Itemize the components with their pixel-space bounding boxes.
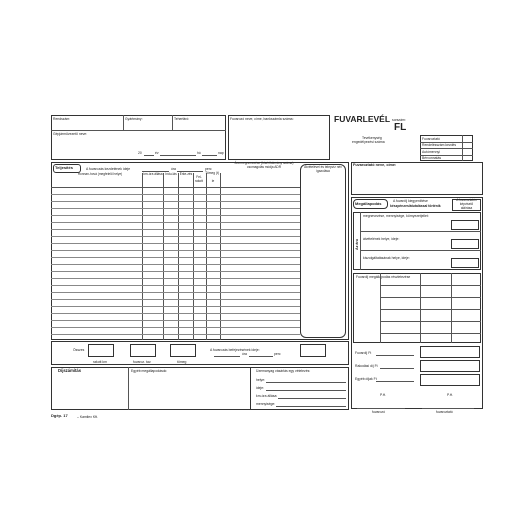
table-row-line <box>51 236 300 237</box>
table-row-line <box>51 215 300 216</box>
table-row-line <box>51 229 300 230</box>
ft-box <box>420 346 480 358</box>
col-atvevo: Átvételével és telepvíz név igazolása <box>304 165 342 173</box>
uzem-km: km-óra állása: <box>256 394 278 398</box>
table-row-line <box>51 194 300 195</box>
table-row-line <box>51 250 300 251</box>
az-aru-label: Az áru <box>355 239 359 250</box>
col-le: le <box>211 179 215 183</box>
table-row-line <box>51 306 300 307</box>
keszpenz-text: készpénzes/átutalással történik <box>390 204 441 208</box>
small-field <box>451 258 479 268</box>
gepjarmuvezeto-label: Gépjárművezető neve: <box>53 132 88 136</box>
fuvaroztato-label: Fuvaroztató neve, címe: <box>353 163 397 167</box>
rakott-km: rakott km <box>93 360 107 364</box>
fuvardij-label: Fuvardíj megállapodás részletezése <box>356 275 411 279</box>
form-title: FUVARLEVÉL <box>334 114 391 124</box>
table-row-line <box>51 327 300 328</box>
small-field <box>451 239 479 249</box>
osszes-field <box>88 344 114 357</box>
kezdes-idoje-label: A fuvarozás kezdetének ideje <box>86 167 131 171</box>
perc-label: perc <box>205 167 212 171</box>
osszes-field <box>300 344 326 357</box>
osszes-field <box>130 344 156 357</box>
topright-item: Autómennyi <box>422 149 440 154</box>
table-row-line <box>51 278 300 279</box>
uzem-mennyiseg: mennyisége: <box>256 402 276 406</box>
gyartmany-label: Gyártmány: <box>125 117 143 121</box>
ora-label: óra <box>171 167 176 171</box>
footer-publisher: – Kamilex Kft. <box>77 414 98 419</box>
aru-atvetel: átvételének helye, ideje: <box>363 237 400 241</box>
osszes-label: Összes <box>73 348 85 352</box>
dijszamitas-label: Díjszámítás <box>58 368 82 373</box>
table-row-line <box>51 201 300 202</box>
footer-code: Dgép. 17 <box>51 413 68 418</box>
small-field <box>451 220 479 230</box>
fuvaroz-tav: fuvaroz. tav. <box>133 360 152 364</box>
table-row-line <box>51 257 300 258</box>
sig-fuvarozo: fuvarozó <box>372 410 386 414</box>
kiegyenlites-text: A fuvardíj kiegyenlítése <box>393 199 428 203</box>
aru-megnevezes: megnevezése, mennyisége, környezetjellet: <box>363 214 429 218</box>
col-felrakott: Fel-rakott <box>195 175 203 183</box>
fuvarozo-box <box>228 115 330 160</box>
ft-box <box>420 360 480 372</box>
form-code: FL <box>394 122 407 133</box>
date-year: 20 <box>138 151 142 155</box>
fuvardij-ft: Fuvardíj Ft <box>355 351 372 355</box>
ft-box <box>420 374 480 386</box>
table-row-line <box>51 208 300 209</box>
atvetel-column <box>300 164 346 338</box>
topright-item: Fuvaroztató <box>422 136 440 141</box>
topright-item: Rendelésszám kezdés <box>422 143 457 147</box>
megallapodas-label: Megállapodás <box>355 201 382 206</box>
teljesites-label: Teljesítés <box>55 165 73 170</box>
tomeg-label: tömeg <box>177 360 187 364</box>
osszes-perc: perc <box>274 352 281 356</box>
ph-label: P.H. <box>447 393 454 397</box>
fuvarozo-label: Fuvarozó neve, címe, bankszámla száma: <box>230 117 294 121</box>
topright-item: Bérvonnatás <box>422 156 442 160</box>
uzem-ideje: ideje: <box>256 386 265 390</box>
kepviselo-text: aláírása <box>460 206 473 210</box>
table-row-line <box>51 320 300 321</box>
table-row-line <box>51 334 300 335</box>
engedely-label: engedélyezési száma <box>352 140 385 144</box>
table-row-line <box>51 299 300 300</box>
rakodasi-dij: Rakodási díj Ft <box>355 364 378 368</box>
table-row-line <box>51 292 300 293</box>
aru-kiszolgaltatas: kiszolgáltatásának helye, ideje: <box>363 256 410 260</box>
table-row-line <box>51 264 300 265</box>
egyeb-dij: Egyéb díjak Ft <box>355 377 377 381</box>
sig-fuvaroztato: fuvaroztató <box>436 410 453 414</box>
col-indul: Indu-lás <box>165 172 177 176</box>
sorszam-label: sorszám: <box>392 118 406 122</box>
kepviselo-text: A fuvaroztatón <box>456 198 477 202</box>
osszes-field <box>170 344 196 357</box>
tevekenyseg-label: Tevékenység <box>362 136 382 140</box>
uzem-helye: helye: <box>256 378 266 382</box>
date-nap: nap <box>218 151 224 155</box>
table-row-line <box>51 271 300 272</box>
egyeb-megallapodas: Egyéb megállapodások: <box>131 369 168 373</box>
col-aru: Áru megnevezése (kísérőokmány száma) csomagolás módja ADR <box>234 161 294 169</box>
table-row-line <box>51 285 300 286</box>
col-erkez: Érke-zés <box>179 172 193 176</box>
tehertarto-label: Teherfáró: <box>174 117 190 121</box>
kepviselo-text: képviselő <box>459 202 474 206</box>
col-km: km-óra állása <box>143 172 163 176</box>
rendszam-label: Rendszám: <box>53 117 71 121</box>
ph-label: P.H. <box>380 393 387 397</box>
table-row-line <box>51 222 300 223</box>
uzemanyag-title: Üzemanyag vásárlás egy vételezés: <box>256 369 311 373</box>
table-row-line <box>51 313 300 314</box>
osszes-ora: óra <box>242 352 247 356</box>
date-ev: év <box>155 151 159 155</box>
col-tomeg: Tömeg (t) <box>205 171 219 175</box>
date-ho: hó <box>197 151 201 155</box>
table-row-line <box>51 243 300 244</box>
befejezes-label: A fuvarozás befejezésének ideje: <box>210 348 260 352</box>
col-honnan: Honnan-hová (megfelelő helye) <box>77 172 123 176</box>
